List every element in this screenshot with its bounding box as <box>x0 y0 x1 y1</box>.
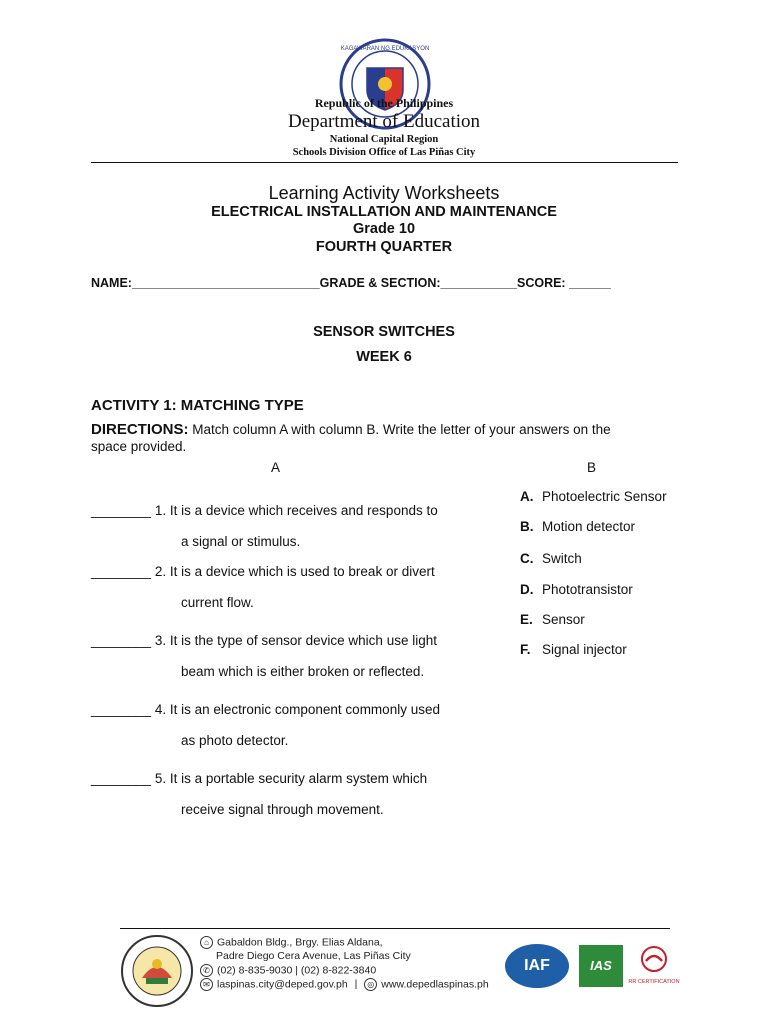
quarter-label: FOURTH QUARTER <box>315 239 453 255</box>
home-icon: ⌂ <box>200 936 213 949</box>
student-info-line: NAME:___________________________GRADE & SECTION:___________SCORE: ______ <box>91 276 611 290</box>
answer-blank[interactable]: ________ <box>91 503 152 518</box>
column-b-header: B <box>587 460 597 475</box>
list-item: ________ 5. It is a portable security alarm system which <box>91 771 428 786</box>
item-continuation: current flow. <box>181 595 254 610</box>
iaf-logo: IAF <box>505 944 569 988</box>
answer-blank[interactable]: ________ <box>91 633 152 648</box>
choice-item: D. Phototransistor <box>520 582 633 597</box>
item-continuation: as photo detector. <box>181 733 289 748</box>
footer-divider <box>120 928 670 929</box>
choice-item: C. Switch <box>520 551 582 566</box>
division-name: Schools Division Office of Las Piñas City <box>292 147 476 158</box>
directions-text: Match column A with column B. Write the letter of your answers on the <box>188 422 611 437</box>
lesson-week: WEEK 6 <box>356 349 412 365</box>
grade-level: Grade 10 <box>352 221 416 237</box>
choice-item: E. Sensor <box>520 612 585 627</box>
svg-text:KAGAWARAN NG EDUKASYON: KAGAWARAN NG EDUKASYON <box>340 46 430 52</box>
choice-item: A. Photoelectric Sensor <box>520 489 667 504</box>
department-name: Department of Education <box>287 111 481 132</box>
footer-phone: ✆ (02) 8-835-9030 | (02) 8-822-3840 <box>200 964 376 977</box>
answer-blank[interactable]: ________ <box>91 771 152 786</box>
rr-certification-logo <box>628 944 680 988</box>
footer-address: ⌂ Gabaldon Bldg., Brgy. Elias Aldana, <box>200 936 383 949</box>
column-a-header: A <box>271 460 281 475</box>
rr-label: RR CERTIFICATION <box>628 979 680 985</box>
division-seal-logo <box>120 934 194 1008</box>
directions-text-cont: space provided. <box>91 439 187 454</box>
list-item: ________ 4. It is an electronic component commonly used <box>91 702 440 717</box>
ias-logo: IAS <box>579 945 623 987</box>
subject-title: ELECTRICAL INSTALLATION AND MAINTENANCE <box>211 204 557 220</box>
choice-item: F. Signal injector <box>520 642 627 657</box>
answer-blank[interactable]: ________ <box>91 564 152 579</box>
footer-contact: ✉ laspinas.city@deped.gov.ph | ◎ www.depedlaspinas.ph <box>200 978 489 991</box>
answer-blank[interactable]: ________ <box>91 702 152 717</box>
rr-emblem-icon <box>628 944 680 974</box>
region-name: National Capital Region <box>329 134 439 145</box>
worksheet-title: Learning Activity Worksheets <box>268 183 500 203</box>
item-continuation: beam which is either broken or reflected. <box>181 664 425 679</box>
item-continuation: receive signal through movement. <box>181 802 384 817</box>
item-continuation: a signal or stimulus. <box>181 534 301 549</box>
directions-label: DIRECTIONS: <box>91 421 189 438</box>
email-icon: ✉ <box>200 978 213 991</box>
choice-item: B. Motion detector <box>520 519 636 534</box>
phone-icon: ✆ <box>200 964 213 977</box>
footer-address-cont: Padre Diego Cera Avenue, Las Piñas City <box>216 950 411 962</box>
directions <box>91 421 611 438</box>
country-name: Republic of the Philippines <box>314 96 454 110</box>
list-item: ________ 2. It is a device which is used to break or divert <box>91 564 435 579</box>
web-icon: ◎ <box>364 978 377 991</box>
list-item: ________ 1. It is a device which receives and responds to <box>91 503 438 518</box>
list-item: ________ 3. It is the type of sensor device which use light <box>91 633 437 648</box>
footer-website[interactable]: www.depedlaspinas.ph <box>381 978 489 991</box>
activity-heading: ACTIVITY 1: MATCHING TYPE <box>91 397 304 414</box>
footer-email[interactable]: laspinas.city@deped.gov.ph <box>217 978 348 991</box>
header-divider <box>91 162 678 163</box>
lesson-topic: SENSOR SWITCHES <box>313 324 455 340</box>
